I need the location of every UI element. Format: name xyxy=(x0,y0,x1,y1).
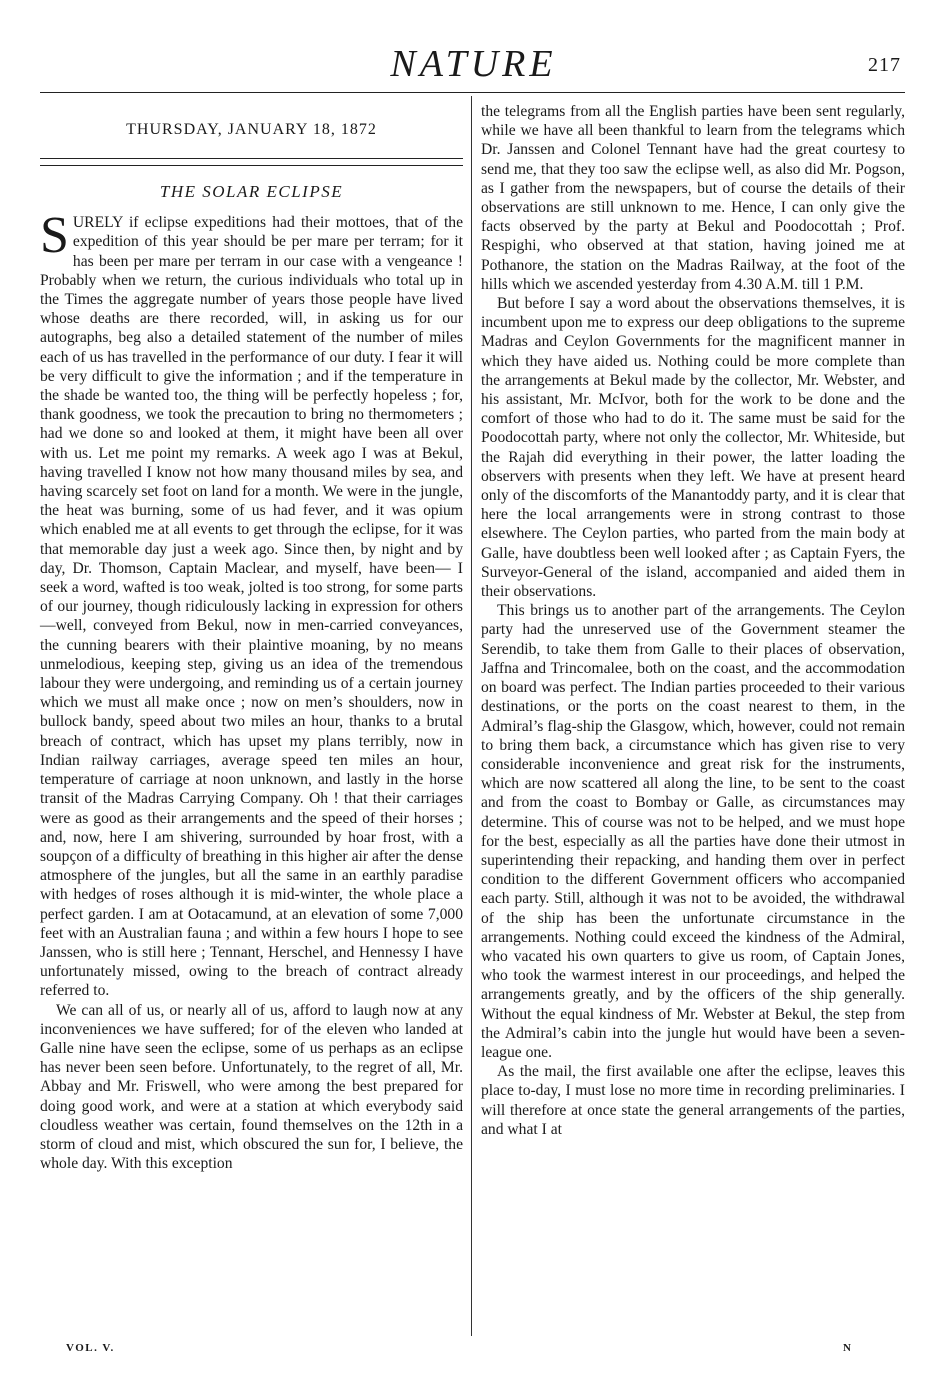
issue-date: THURSDAY, JANUARY 18, 1872 xyxy=(126,121,377,138)
paragraph: As the mail, the first available one after the eclipse, leaves this place to-day, I must lose no more time in recording preliminaries. I will therefore at once state the general arrangements of the parties, and what I at xyxy=(481,1063,905,1138)
paragraph: the telegrams from all the English parties have been sent regularly, while we have all been thankful to learn from the telegrams which Dr. Janssen and Colonel Tennant have had the great courtesy to send me, that they too saw the eclipse well, as also did Mr. Pogson, as I gather from the newspapers, but of course the details of their observations are still unknown to me. Hence, I can only give the facts observed by the party at Bekul and Poodocottah ; Prof. Respighi, who observed at that station, having joined me at Pothanore, the station on the Madras Railway, at the foot of the hills which we ascended yesterday from 4.30 A.M. till 1 P.M. xyxy=(481,103,905,293)
paragraph: This brings us to another part of the arrangements. The Ceylon party had the unreserved use of the Government steamer the Serendib, to take them from Galle to their places of observation, Jaffna and Trincomalee, both on the coast, and the accommodation on board was perfect. The Indian parties proceeded to their various destinations, or the ports on the coast nearest to them, in the Admiral’s flag-ship the Glasgow, which, however, could not remain to bring them back, a circumstance which has given rise to very considerable inconvenience and great risk for the instruments, which are now scattered all along the line, to be sent to the coast and from the coast to Bombay or Galle, as circumstances may determine. This of course was not to be helped, and we must hope for the best, especially as all the parties have done their utmost in superintending their repacking, and handing them over in perfect condition to the different Government officers who accompanied each party. Still, although it was not to be avoided, the withdrawal of the ship has been the unfortunate circumstance in the arrangements. Nothing could exceed the kindness of the Admiral, who vacated his own quarters to give us room, of Captain Jones, who took the warmest interest in our proceedings, and helped the arrangements greatly, and by the officers of the ship generally. Without the equal kindness of Mr. Webster at Bekul, the step from the Admiral’s cabin into the jungle hut would have been a seven-league one. xyxy=(481,602,905,1061)
column-divider xyxy=(471,96,472,1336)
paragraph xyxy=(40,207,463,1000)
journal-title: NATURE xyxy=(390,43,557,85)
drop-cap: S xyxy=(40,207,69,265)
right-column xyxy=(481,102,905,1139)
paragraph: But before I say a word about the observations themselves, it is incumbent upon me to express our deep obligations to the supreme Madras and Ceylon Governments for the magnificent manner in which they have aided us. Nothing could be more complete than the arrangements at Bekul made by the collector, Mr. Webster, and his assistant, Mr. McIvor, both for the work to be done and the comfort of those who had to do it. The same must be said for the Poodocottah party, where not only the collector, Mr. Whiteside, but the Rajah did everything in their power, the latter loading the observers with presents when they left. We have at present heard only of the discomforts of the Manantoddy party, and it is clear that here the local arrangements were in strong contrast to those elsewhere. The Ceylon parties, who parted from the main body at Galle, have doubtless been well looked after ; as Captain Fyers, the Surveyor-General of the island, accompanied and aided them in their observations. xyxy=(481,295,905,601)
paragraph-text: URELY if eclipse expeditions had their mottoes, that of the expedition of this year should be per mare per terram; for it has been per mare per terram in our case with a vengeance ! Probably when we return, the curious individuals who total up in the Times the aggregate number of years those people have lived whose deaths are there recorded, will, in asking us for our autographs, beg also a detailed statement of the number of miles each of us has travelled in the performance of our duty. I fear it will be very difficult to give the information ; and if the temperature in the shade be wanted too, the thing will be perfectly hopeless ; for, thank goodness, we took the precaution to bring no thermometers ; had we done so and looked at them, it might have been all over with us. Let me point my remarks. A week ago I was at Bekul, having travelled I know not how many thousand miles by sea, and having scarcely set foot on land for a month. We were in the jungle, the heat was burning, some of us had fever, and it was opium which enabled me at all events to get through the eclipse, for it was that memorable day just a week ago. Since then, by night and by day, Dr. Thomson, Captain Maclear, and myself, have been— I seek a word, wafted is too weak, jolted is too strong, for some parts of our journey, though ridiculously lacking in expression for others—well, conveyed from Bekul, now in men-carried conveyances, the cunning bearers with their plaintive moaning, by no means unmelodious, keeping step, giving us an idea of the tremendous labour they were undergoing, and reminding us of a certain journey which we must all make once ; now on men’s shoulders, now in bullock bandy, speed about two miles an hour, thanks to a brutal breach of contract, which has upset my plans terribly, now in Indian railway carriages, average speed ten miles an hour, temperature of carriage at noon unknown, and lastly in the horse transit of the Madras Carrying Company. Oh ! that their carriages were as good as their arrangements and the speed of their horses ; and, now, here I am shivering, surrounded by hoar frost, with a soupçon of a difficulty of breathing in this higher air after the dense atmosphere of the jungles, but all the same in an earthly paradise with hedges of roses although it is mid-winter, the whole place a perfect garden. I am at Ootacamund, at an elevation of some 7,000 feet with an Australian fauna ; and within a few hours I hope to see Janssen, who is still here ; Tennant, Herschel, and Hennessy I have unfortunately missed, owing to the breach of contract already referred to. xyxy=(40,214,463,1000)
header-rule xyxy=(40,92,905,93)
double-rule xyxy=(40,158,463,166)
paragraph: We can all of us, or nearly all of us, afford to laugh now at any inconveniences we have suffered; for of the eleven who landed at Galle nine have seen the eclipse, some of us perhaps as an eclipse has never been seen before. Unfortunately, to the regret of all, Mr. Abbay and Mr. Friswell, who were among the best prepared for doing good work, and were at a station at which everybody said cloudless weather was certain, found themselves on the 12th in a storm of cloud and mist, which obscured the sun for, I believe, the whole day. With this exception xyxy=(40,1001,463,1173)
page-number: 217 xyxy=(868,54,901,76)
volume-label: VOL. V. xyxy=(66,1342,115,1354)
masthead xyxy=(0,40,947,92)
left-column xyxy=(40,102,463,1173)
article-title: THE SOLAR ECLIPSE xyxy=(159,182,344,201)
signature-mark: N xyxy=(843,1342,853,1354)
